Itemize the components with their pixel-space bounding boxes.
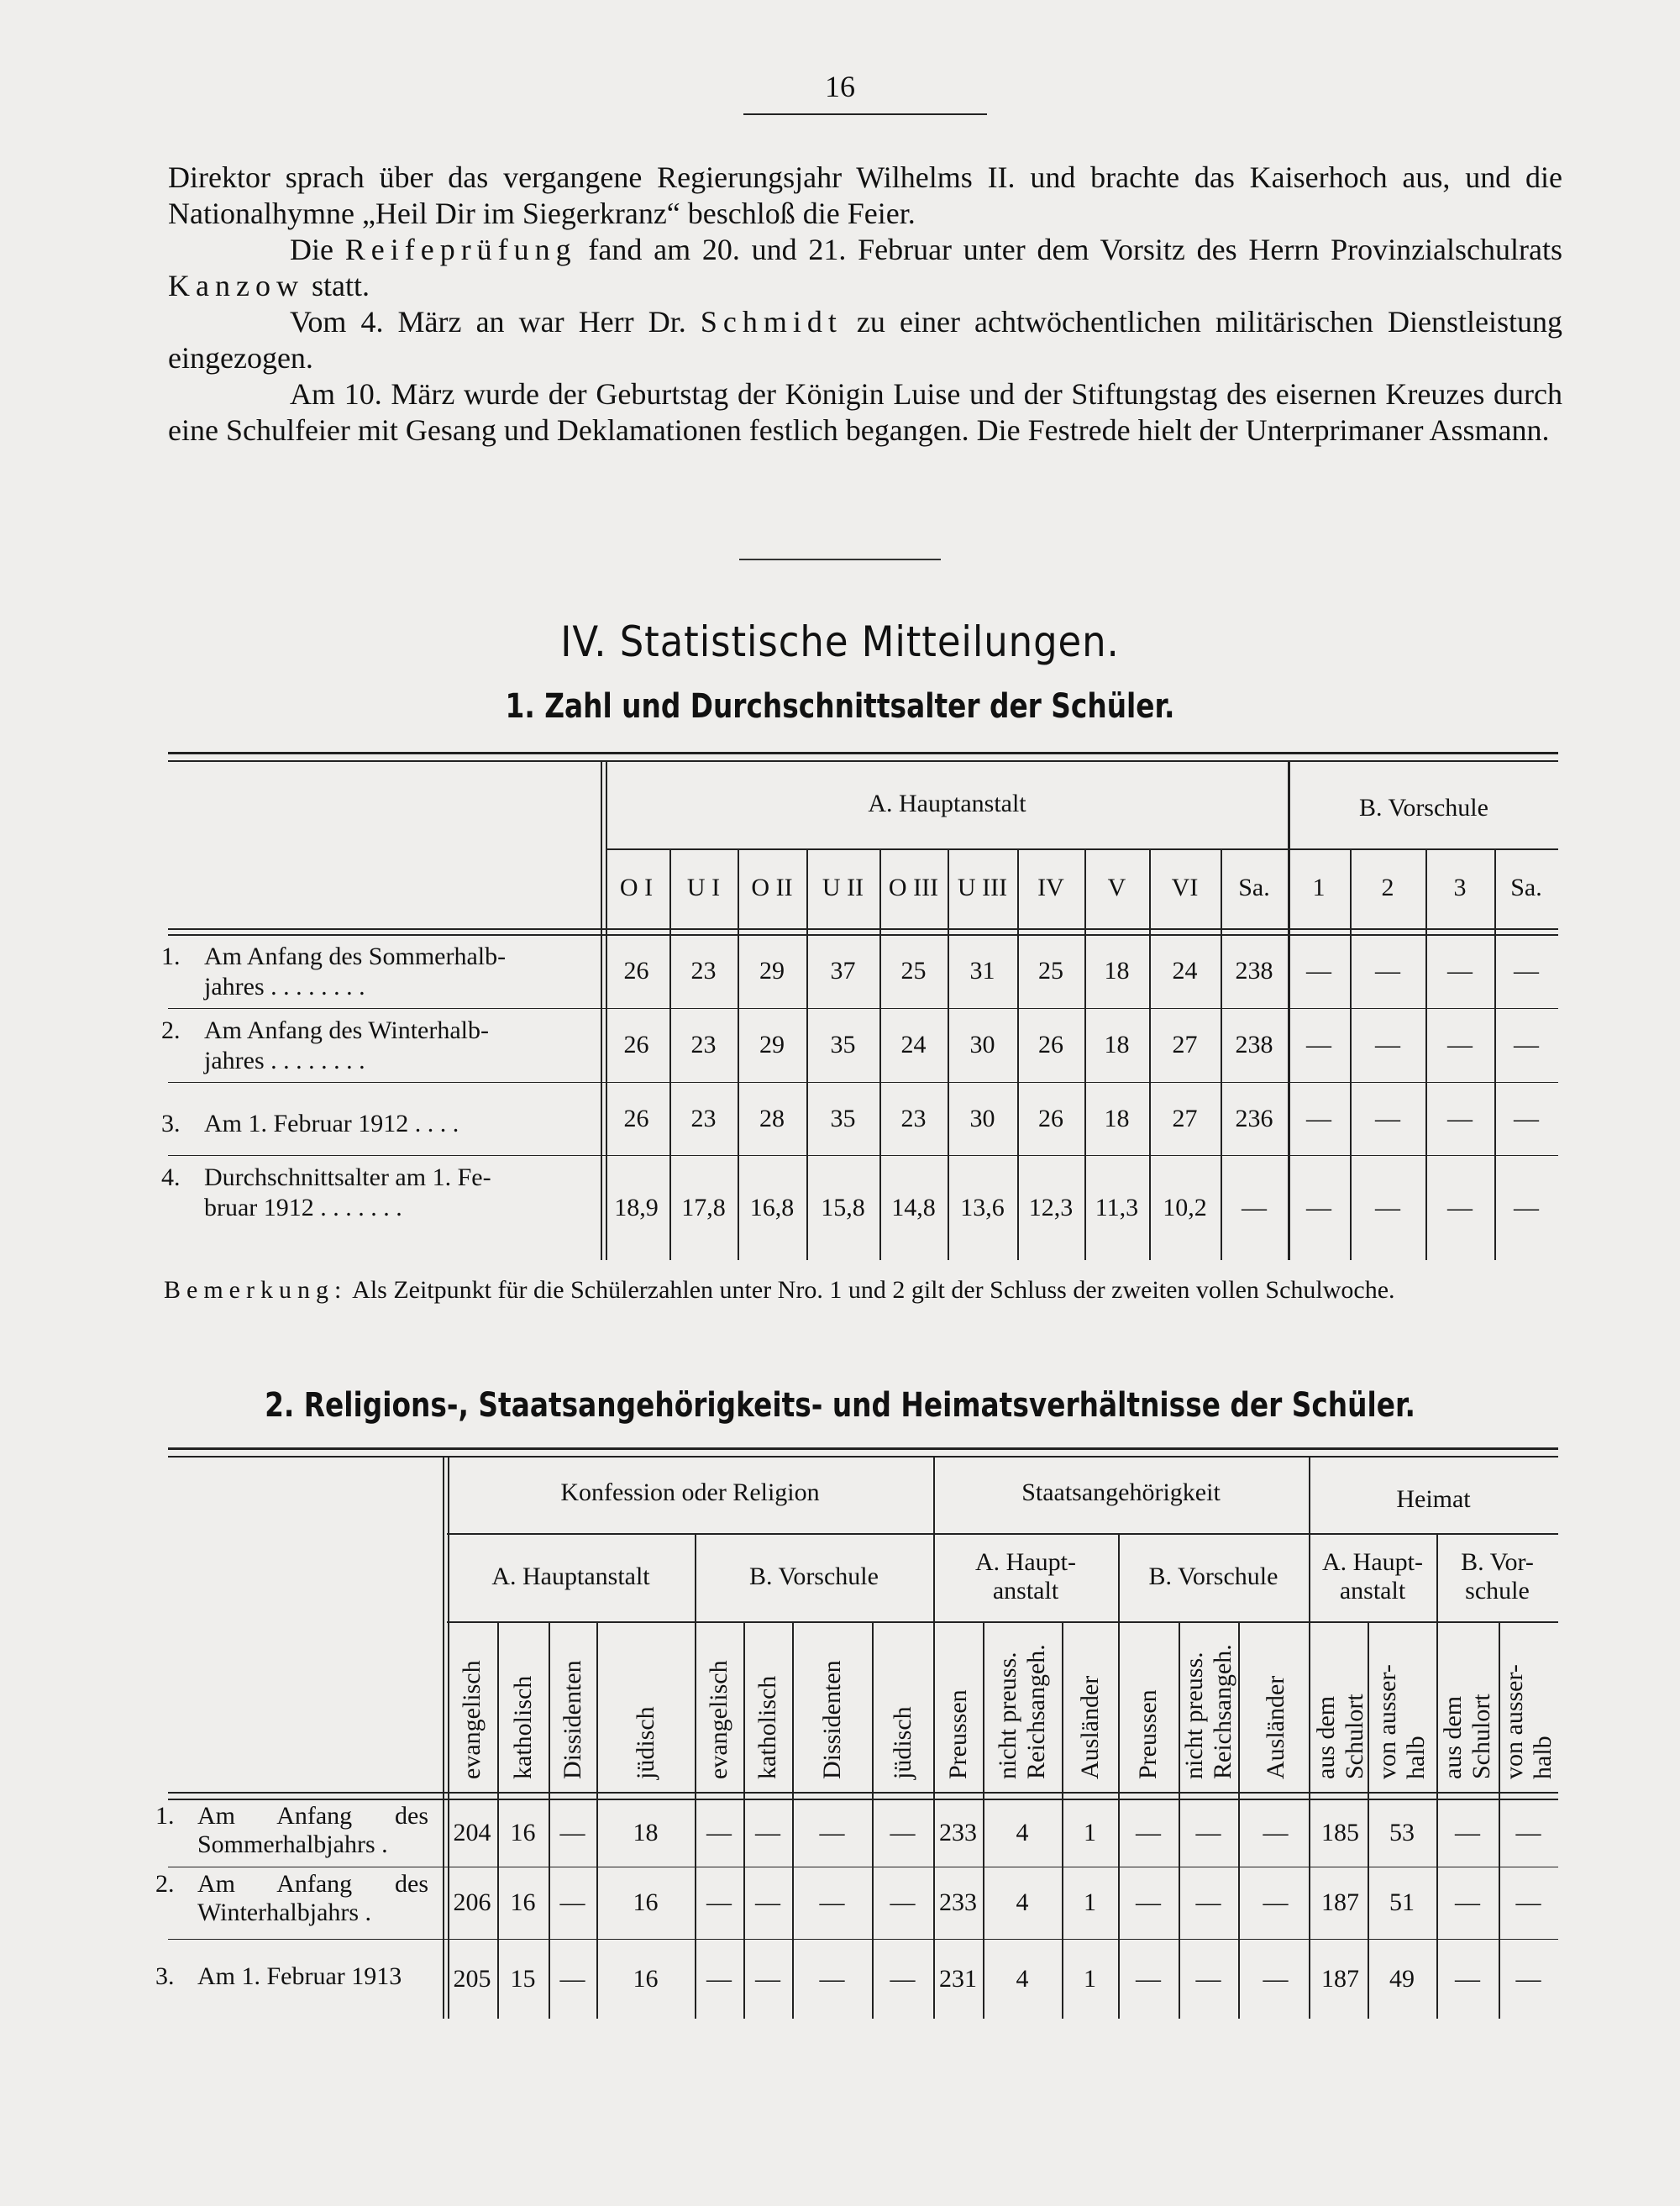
- table2-col-header: Preussen: [1134, 1689, 1162, 1779]
- table1-group-a: A. Hauptanstalt: [868, 790, 1026, 817]
- table1-cell: 12,3: [1028, 1193, 1074, 1221]
- table2-row-label: Sommerhalbjahrs .: [197, 1830, 388, 1858]
- table1-cell: 26: [623, 1031, 649, 1058]
- section-title: IV. Statistische Mitteilungen.: [560, 617, 1120, 666]
- section-separator: [739, 559, 941, 560]
- table2-sub-g3b: B. Vor-: [1461, 1548, 1534, 1576]
- table2-group2: Staatsangehörigkeit: [1021, 1479, 1221, 1506]
- table1-cell: 18: [1104, 1104, 1130, 1132]
- table2-cell: 51: [1389, 1888, 1415, 1916]
- table1-header-line: [606, 848, 1558, 850]
- table2-sub-g1a: A. Hauptanstalt: [491, 1563, 650, 1590]
- table2-row-number: 1.: [155, 1802, 175, 1830]
- table1-cell: 31: [969, 957, 995, 985]
- table2-col-header: evangelisch: [705, 1660, 732, 1779]
- table2-col-header: Reichsangeh.: [1208, 1644, 1236, 1779]
- table2-col-header: nicht preuss.: [1179, 1652, 1208, 1779]
- table1-vline: [606, 760, 607, 1260]
- table1-cell: —: [1306, 1193, 1331, 1221]
- table2-cell: 1: [1084, 1964, 1096, 1993]
- table2-cell: —: [559, 1888, 585, 1916]
- table2-cell: 4: [1016, 1964, 1029, 1993]
- table1-cell: 35: [830, 1104, 856, 1132]
- table2-cell: —: [1263, 1818, 1289, 1846]
- table2-cell: —: [1515, 1964, 1541, 1993]
- table1-cell: 27: [1172, 1031, 1198, 1058]
- table2-vline: [1309, 1456, 1310, 2019]
- table2-sub-g2a: A. Haupt-: [975, 1548, 1076, 1576]
- table2-cell: —: [755, 1964, 780, 1993]
- table1-row-line: [168, 1008, 1558, 1009]
- table2-col-header: von ausser-: [1373, 1664, 1401, 1779]
- table2-cell: 185: [1321, 1818, 1359, 1846]
- table1-cell: 24: [900, 1031, 927, 1058]
- table1-row-number: 4.: [161, 1163, 181, 1191]
- table2-sub-g2b: B. Vorschule: [1148, 1563, 1278, 1590]
- table2-sub-line: [447, 1621, 1558, 1623]
- table1-cell: 10,2: [1163, 1193, 1207, 1221]
- table1-col-header: 2: [1381, 874, 1394, 901]
- table2-col-header: von ausser-: [1499, 1664, 1528, 1779]
- table1-row-number: 1.: [161, 943, 181, 970]
- table2-col-header: Ausländer: [1075, 1675, 1104, 1779]
- table2-vline: [1436, 1533, 1438, 2019]
- table1-col-header: O I: [619, 874, 654, 901]
- table2-cell: 4: [1016, 1818, 1029, 1846]
- table2-cell: 4: [1016, 1888, 1029, 1916]
- table1-cell: —: [1306, 1104, 1331, 1132]
- table1-cell: 23: [690, 957, 717, 985]
- table2-cell: 15: [510, 1964, 536, 1993]
- table1-col-header: U III: [957, 874, 1008, 901]
- table1-vline: [1288, 760, 1290, 1260]
- table1-cell: —: [1306, 1031, 1331, 1058]
- table1-cell: 26: [1038, 1031, 1063, 1058]
- table1-cell: —: [1375, 1104, 1400, 1132]
- table1-cell: —: [1447, 957, 1473, 985]
- table2-col-header: aus dem: [1439, 1695, 1467, 1779]
- table1-row-label: Am Anfang des Winterhalb-: [204, 1016, 489, 1044]
- table2-cell: 206: [453, 1888, 491, 1916]
- table1-row-number: 3.: [161, 1110, 181, 1137]
- table1-cell: —: [1375, 1031, 1400, 1058]
- table1-cell: 238: [1235, 957, 1273, 985]
- table2-col-header: jüdisch: [888, 1706, 916, 1779]
- table1-col-header: 1: [1312, 874, 1326, 901]
- table1-cell: 26: [1038, 1104, 1063, 1132]
- table1-row-label: bruar 1912 . . . . . . .: [204, 1194, 402, 1221]
- table1-cell: 11,3: [1095, 1193, 1139, 1221]
- table1-cell: —: [1447, 1031, 1473, 1058]
- table1-cell: 23: [690, 1031, 717, 1058]
- table1-cell: 13,6: [960, 1193, 1005, 1221]
- table2-cell: 233: [939, 1888, 977, 1916]
- table1-cell: 29: [759, 957, 785, 985]
- table2-cell: —: [1455, 1964, 1480, 1993]
- table1-cell: 30: [969, 1031, 995, 1058]
- table2-cell: 187: [1321, 1964, 1359, 1993]
- table1-row-number: 2.: [161, 1016, 181, 1044]
- table1-row-line: [168, 1155, 1558, 1156]
- table2-cell: —: [706, 1888, 732, 1916]
- table2-cell: —: [706, 1818, 732, 1846]
- table1-row-line: [168, 1082, 1558, 1083]
- table2-sub-g2a: anstalt: [992, 1577, 1059, 1605]
- table2-cell: 187: [1321, 1888, 1359, 1916]
- table2-col-header: katholisch: [753, 1675, 781, 1779]
- table1-cell: 37: [830, 957, 856, 985]
- table1-cell: 23: [690, 1104, 717, 1132]
- table2-cell: —: [1515, 1888, 1541, 1916]
- table1-top-rule: [168, 752, 1558, 754]
- table1-col-header: IV: [1037, 874, 1064, 901]
- table1-col-header: O II: [751, 874, 793, 901]
- table1-cell: 18: [1104, 1031, 1130, 1058]
- table1-cell: —: [1242, 1193, 1267, 1221]
- table2-cell: 49: [1389, 1964, 1415, 1993]
- table2-header-bottom: [168, 1792, 1558, 1794]
- table2-sub-g1b: B. Vorschule: [749, 1563, 879, 1590]
- table1-vline: [601, 760, 602, 1260]
- table1-cell: 23: [900, 1104, 927, 1132]
- table2-cell: 204: [453, 1818, 491, 1846]
- table1-cell: 17,8: [681, 1193, 726, 1221]
- table1-header-bottom-2: [168, 934, 1558, 936]
- table2-col-header: Ausländer: [1261, 1675, 1289, 1779]
- page-number: 16: [825, 70, 855, 103]
- table2-row-label: Am 1. Februar 1913: [197, 1962, 402, 1990]
- table1-cell: 29: [759, 1031, 785, 1058]
- paragraph-2: Die Reifeprüfung fand am 20. und 21. Februar unter dem Vorsitz des Herrn Provinzialschulrats Kanzow statt.: [168, 233, 1563, 302]
- table2-vline: [443, 1456, 444, 2019]
- table2-row-label: Am Anfang des: [197, 1802, 428, 1830]
- table2-col-header: halb: [1528, 1736, 1557, 1779]
- table2-cell: —: [706, 1964, 732, 1993]
- table1-cell: 24: [1172, 957, 1198, 985]
- table1-cell: —: [1447, 1193, 1473, 1221]
- table2-cell: 205: [453, 1964, 491, 1993]
- table2-col-header: evangelisch: [458, 1660, 486, 1779]
- table2-col-header: Preussen: [943, 1689, 972, 1779]
- table2-row-line: [168, 1939, 1558, 1940]
- table2-title: 2. Religions-, Staatsangehörigkeits- und Heimatsverhältnisse der Schüler.: [265, 1386, 1415, 1425]
- table1-cell: 15,8: [821, 1193, 865, 1221]
- table2-cell: —: [1263, 1888, 1289, 1916]
- table2-cell: 16: [510, 1888, 536, 1916]
- table2-group1: Konfession oder Religion: [560, 1479, 820, 1506]
- table2-col-header: nicht preuss.: [994, 1652, 1021, 1779]
- table1-col-header: Sa.: [1510, 874, 1542, 901]
- table2-cell: 53: [1389, 1818, 1415, 1846]
- table1-cell: 28: [759, 1104, 785, 1132]
- table2-col-header: aus dem: [1311, 1695, 1340, 1779]
- table2-cell: 1: [1084, 1818, 1096, 1846]
- table1-row-label: Am Anfang des Sommerhalb-: [204, 943, 507, 970]
- paragraph-3: Vom 4. März an war Herr Dr. Schmidt zu einer achtwöchentlichen militärischen Dienstleistung eingezogen.: [168, 305, 1562, 375]
- table2-col-header: Dissidenten: [817, 1660, 846, 1779]
- table2-cell: —: [559, 1818, 585, 1846]
- table2-cell: —: [1515, 1818, 1541, 1846]
- table2-cell: —: [1136, 1888, 1161, 1916]
- table2-group3: Heimat: [1396, 1485, 1471, 1513]
- table1-cell: —: [1375, 957, 1400, 985]
- table2-cell: —: [559, 1964, 585, 1993]
- table2-cell: —: [755, 1818, 780, 1846]
- table2-cell: —: [1195, 1888, 1221, 1916]
- table2-header-bottom-2: [168, 1799, 1558, 1800]
- paragraph-1: Direktor sprach über das vergangene Regierungsjahr Wilhelms II. und brachte das Kaiserhoch aus, und die Nationalhymne „Heil Dir im Siegerkranz“ beschloß die Feier.: [168, 160, 1562, 230]
- table1-cell: —: [1447, 1104, 1473, 1132]
- table2-cell: —: [1455, 1818, 1480, 1846]
- table2-row-label: Am Anfang des: [197, 1870, 428, 1898]
- table1-cell: —: [1514, 1193, 1539, 1221]
- table2-col-header: Reichsangeh.: [1022, 1644, 1050, 1779]
- table2-row-number: 2.: [155, 1870, 175, 1898]
- table1-col-header: Sa.: [1238, 874, 1270, 901]
- table1-cell: 25: [1038, 957, 1063, 985]
- table2-cell: —: [819, 1818, 845, 1846]
- table2-cell: 233: [939, 1818, 977, 1846]
- table2-cell: —: [819, 1888, 845, 1916]
- table1-cell: 18: [1104, 957, 1130, 985]
- table1-cell: 236: [1235, 1104, 1273, 1132]
- table2-cell: —: [819, 1964, 845, 1993]
- table2-cell: 16: [510, 1818, 536, 1846]
- paragraph-4: Am 10. März wurde der Geburtstag der Königin Luise und der Stiftungstag des eisernen Kreuzes durch eine Schulfeier mit Gesang und Deklamationen festlich begangen. Die Festrede hielt der Unterprimaner Assmann.: [168, 377, 1562, 447]
- table2-sub-g3b: schule: [1465, 1577, 1530, 1605]
- table1-col-header: 3: [1453, 874, 1467, 901]
- table2-cell: 16: [633, 1964, 659, 1993]
- table2-top-rule-2: [168, 1456, 1558, 1458]
- table1-group-b: B. Vorschule: [1359, 794, 1488, 822]
- table2-col-header: Schulort: [1340, 1694, 1368, 1779]
- table1-cell: 25: [900, 957, 927, 985]
- table1-cell: 238: [1235, 1031, 1273, 1058]
- table1-note: Bemerkung: Als Zeitpunkt für die Schülerzahlen unter Nro. 1 und 2 gilt der Schluss der zweiten vollen Schulwoche.: [164, 1276, 1395, 1304]
- table2-cell: —: [1136, 1964, 1161, 1993]
- table2-cell: —: [1195, 1818, 1221, 1846]
- table2-col-header: katholisch: [508, 1675, 537, 1779]
- table1-cell: —: [1306, 957, 1331, 985]
- table2-top-rule: [168, 1447, 1558, 1450]
- table1-header-bottom: [168, 928, 1558, 930]
- table1-col-header: U I: [686, 874, 721, 901]
- table2-col-header: jüdisch: [631, 1706, 659, 1779]
- table1-cell: 27: [1172, 1104, 1198, 1132]
- table1-cell: 18,9: [614, 1193, 659, 1221]
- table2-sub-g3a: A. Haupt-: [1322, 1548, 1423, 1576]
- table2-cell: 231: [939, 1964, 977, 1993]
- table1-cell: 35: [830, 1031, 856, 1058]
- table1-col-header: V: [1107, 874, 1126, 901]
- table2-sub-g3a: anstalt: [1339, 1577, 1406, 1605]
- table2-vline: [933, 1456, 935, 2019]
- table1-top-rule-2: [168, 760, 1558, 762]
- table1-col-header: VI: [1171, 874, 1199, 901]
- table2-cell: —: [890, 1888, 916, 1916]
- table1-cell: 26: [623, 957, 649, 985]
- table2-group-line: [447, 1533, 1558, 1535]
- page-number-rule: [743, 113, 987, 115]
- table2-cell: —: [890, 1964, 916, 1993]
- table2-col-header: Dissidenten: [558, 1660, 586, 1779]
- table2-cell: —: [1263, 1964, 1289, 1993]
- table1-row-label: jahres . . . . . . . .: [204, 973, 365, 1001]
- table2-cell: 16: [633, 1888, 659, 1916]
- table1-cell: —: [1514, 957, 1539, 985]
- table1-cell: 26: [623, 1104, 649, 1132]
- table2-row-label: Winterhalbjahrs .: [197, 1899, 372, 1926]
- table2-vline: [695, 1533, 696, 2019]
- table1-col-header: U II: [822, 874, 864, 901]
- table1-title: 1. Zahl und Durchschnittsalter der Schüler.: [505, 687, 1175, 726]
- table2-vline: [1118, 1533, 1120, 2019]
- table2-cell: —: [1195, 1964, 1221, 1993]
- table2-cell: 1: [1084, 1888, 1096, 1916]
- table2-cell: 18: [633, 1818, 659, 1846]
- table1-cell: 30: [969, 1104, 995, 1132]
- table1-cell: 14,8: [891, 1193, 936, 1221]
- table1-cell: —: [1514, 1104, 1539, 1132]
- table2-cell: —: [755, 1888, 780, 1916]
- table2-cell: —: [1455, 1888, 1480, 1916]
- table1-cell: —: [1514, 1031, 1539, 1058]
- table1-cell: —: [1375, 1193, 1400, 1221]
- table2-col-header: Schulort: [1467, 1694, 1495, 1779]
- table2-cell: —: [1136, 1818, 1161, 1846]
- table2-vline: [448, 1456, 449, 2019]
- table2-col-header: halb: [1402, 1736, 1430, 1779]
- table1-row-label: jahres . . . . . . . .: [204, 1047, 365, 1074]
- table2-row-number: 3.: [155, 1962, 175, 1990]
- table2-cell: —: [890, 1818, 916, 1846]
- table1-row-label: Durchschnittsalter am 1. Fe-: [204, 1163, 491, 1191]
- table1-cell: 16,8: [749, 1193, 795, 1221]
- table1-row-label: Am 1. Februar 1912 . . . .: [204, 1110, 459, 1137]
- table1-col-header: O III: [888, 874, 939, 901]
